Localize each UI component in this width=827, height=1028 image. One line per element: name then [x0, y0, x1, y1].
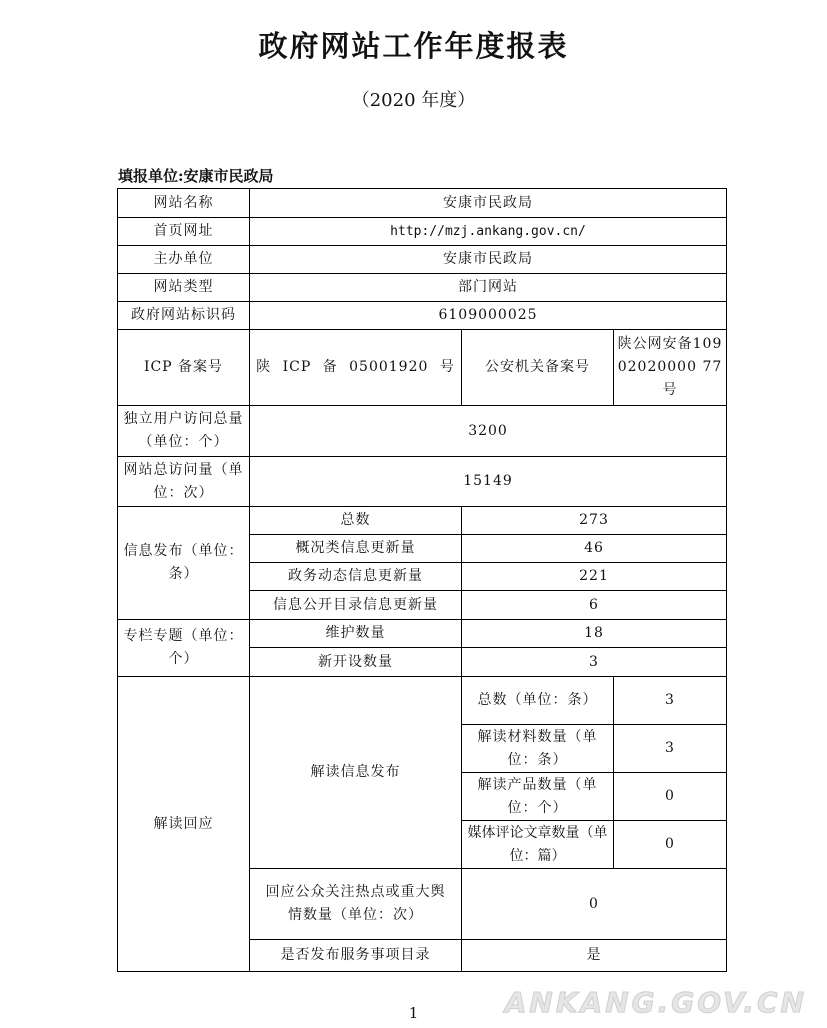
row-value: 6109000025 [250, 302, 727, 330]
interpretation-sub-label: 解读信息发布 [250, 677, 462, 869]
row-label: 首页网址 [118, 218, 250, 246]
row-label: 总数（单位：条） [462, 677, 614, 725]
table-row [118, 406, 727, 457]
table-row [118, 507, 727, 535]
table-row [118, 677, 727, 725]
police-record-label: 公安机关备案号 [462, 330, 614, 406]
table-row [118, 274, 727, 302]
row-value: 3 [614, 677, 727, 725]
row-value: 46 [462, 535, 727, 563]
row-label: 总数 [250, 507, 462, 535]
row-value: 18 [462, 620, 727, 648]
row-label: 独立用户访问总量（单位：个） [118, 406, 250, 457]
row-value: 安康市民政局 [250, 189, 727, 218]
homepage-url: http://mzj.ankang.gov.cn/ [250, 218, 727, 246]
row-value: 3 [614, 725, 727, 773]
hotspot-value: 0 [462, 869, 727, 940]
interpretation-label: 解读回应 [118, 677, 250, 972]
table-row [118, 189, 727, 218]
site-watermark: ANKANG.GOV.CN [504, 986, 807, 1019]
row-label: 政府网站标识码 [118, 302, 250, 330]
row-label: 媒体评论文章数量（单位：篇） [462, 821, 614, 869]
row-label: 维护数量 [250, 620, 462, 648]
page-number: 1 [408, 1004, 419, 1022]
row-label: 网站类型 [118, 274, 250, 302]
row-label: 政务动态信息更新量 [250, 563, 462, 591]
row-label: 网站名称 [118, 189, 250, 218]
table-row [118, 218, 727, 246]
police-record-number: 陕公网安备10902020000 77 号 [614, 330, 727, 406]
table-row [118, 330, 727, 406]
row-value: 15149 [250, 457, 727, 507]
row-label: 解读产品数量（单位：个） [462, 773, 614, 821]
row-value: 0 [614, 773, 727, 821]
columns-label: 专栏专题（单位：个） [118, 620, 250, 677]
row-label: 新开设数量 [250, 648, 462, 677]
page-title: 政府网站工作年度报表 [258, 29, 569, 63]
row-value: 221 [462, 563, 727, 591]
row-label: ICP 备案号 [118, 330, 250, 406]
row-label: 解读材料数量（单位：条） [462, 725, 614, 773]
row-label: 网站总访问量（单位：次） [118, 457, 250, 507]
row-value: 0 [614, 821, 727, 869]
row-label: 信息公开目录信息更新量 [250, 591, 462, 620]
table-row [118, 302, 727, 330]
row-value: 3 [462, 648, 727, 677]
table-row [118, 246, 727, 274]
icp-number: 陕 ICP 备 05001920 号 [250, 330, 462, 406]
row-value: 部门网站 [250, 274, 727, 302]
report-year: （2020 年度） [351, 90, 476, 111]
row-value: 273 [462, 507, 727, 535]
service-value: 是 [462, 940, 727, 972]
table-row [118, 457, 727, 507]
row-value: 3200 [250, 406, 727, 457]
info-publish-label: 信息发布（单位：条） [118, 507, 250, 620]
row-label: 主办单位 [118, 246, 250, 274]
hotspot-label: 回应公众关注热点或重大舆情数量（单位：次） [250, 869, 462, 940]
row-value: 安康市民政局 [250, 246, 727, 274]
row-value: 6 [462, 591, 727, 620]
reporting-unit: 填报单位:安康市民政局 [118, 167, 274, 185]
table-row [118, 620, 727, 648]
service-label: 是否发布服务事项目录 [250, 940, 462, 972]
report-table [117, 188, 727, 972]
row-label: 概况类信息更新量 [250, 535, 462, 563]
